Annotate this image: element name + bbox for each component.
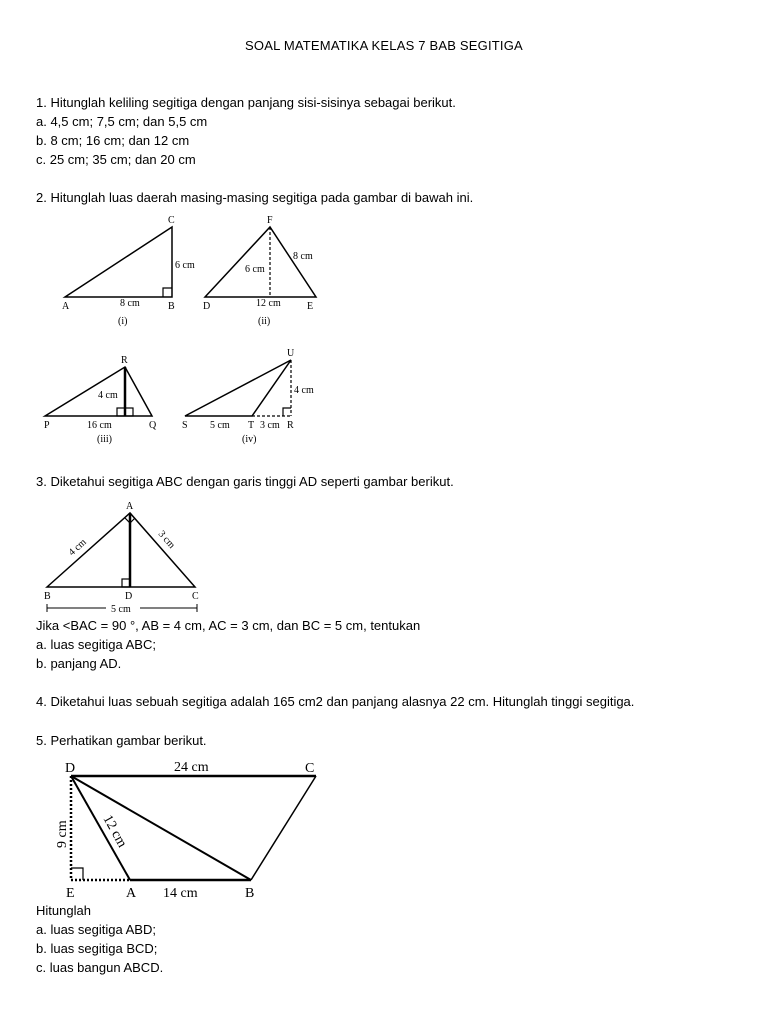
side-de-label: 9 cm [55,820,70,848]
figure-caption: (ii) [258,316,271,327]
vertex-label-a: A [126,886,137,901]
vertex-label-a: A [126,501,134,512]
height-label: 6 cm [175,260,195,271]
vertex-label-d: D [65,761,76,776]
vertex-label-d: D [203,301,211,312]
question-4: 4. Diketahui luas sebuah segitiga adalah 165 cm2 dan panjang alasnya 22 cm. Hitunglah tinggi segitiga. [36,694,635,709]
q5-option-b: b. luas segitiga BCD; [36,941,158,956]
vertex-label-c: C [168,215,175,226]
vertex-label-f: F [267,215,273,226]
vertex-label-b: B [245,886,255,901]
q1-option-c: c. 25 cm; 35 cm; dan 20 cm [36,152,196,167]
q5-prompt: Hitunglah [36,903,91,918]
side-bc-label: 5 cm [111,604,131,615]
segment-st-label: 5 cm [210,420,230,431]
vertex-label-r: R [287,420,294,431]
side-ab-label: 14 cm [163,886,198,901]
q5-option-a: a. luas segitiga ABD; [36,922,156,937]
side-ac-label: 3 cm [155,528,177,551]
question-3: 3. Diketahui segitiga ABC dengan garis tinggi AD seperti gambar berikut. [36,474,454,489]
vertex-label-c: C [305,761,315,776]
vertex-label-d: D [125,591,133,602]
vertex-label-e: E [307,301,314,312]
question-2: 2. Hitunglah luas daerah masing-masing segitiga pada gambar di bawah ini. [36,190,474,205]
q5-option-c: c. luas bangun ABCD. [36,960,164,975]
q3-option-a: a. luas segitiga ABC; [36,637,156,652]
base-label: 16 cm [87,420,112,431]
side-da-label: 12 cm [99,812,130,851]
height-label: 6 cm [245,264,265,275]
vertex-label-r: R [121,355,128,366]
vertex-label-e: E [66,886,75,901]
vertex-label-u: U [287,348,295,359]
q1-option-a: a. 4,5 cm; 7,5 cm; dan 5,5 cm [36,114,208,129]
figure-caption: (iv) [242,434,257,445]
vertex-label-s: S [182,420,188,431]
base-label: 12 cm [256,298,281,309]
vertex-label-q: Q [149,420,157,431]
base-label: 8 cm [120,298,140,309]
height-label: 4 cm [98,390,118,401]
vertex-label-b: B [168,301,175,312]
vertex-label-a: A [62,301,70,312]
q3-option-b: b. panjang AD. [36,656,122,671]
vertex-label-b: B [44,591,51,602]
segment-tr-label: 3 cm [260,420,280,431]
q1-option-b: b. 8 cm; 16 cm; dan 12 cm [36,133,190,148]
side-label: 8 cm [293,251,313,262]
side-dc-label: 24 cm [174,760,209,775]
figure-caption: (i) [118,316,128,327]
question-5: 5. Perhatikan gambar berikut. [36,733,207,748]
vertex-label-p: P [44,420,50,431]
side-ab-label: 4 cm [66,536,89,559]
page-title: SOAL MATEMATIKA KELAS 7 BAB SEGITIGA [245,38,523,53]
question-1: 1. Hitunglah keliling segitiga dengan panjang sisi-sisinya sebagai berikut. [36,95,456,110]
figure-caption: (iii) [97,434,112,445]
vertex-label-c: C [192,591,199,602]
vertex-label-t: T [248,420,255,431]
q3-given: Jika <BAC = 90 °, AB = 4 cm, AC = 3 cm, dan BC = 5 cm, tentukan [36,618,421,633]
height-label: 4 cm [294,385,314,396]
